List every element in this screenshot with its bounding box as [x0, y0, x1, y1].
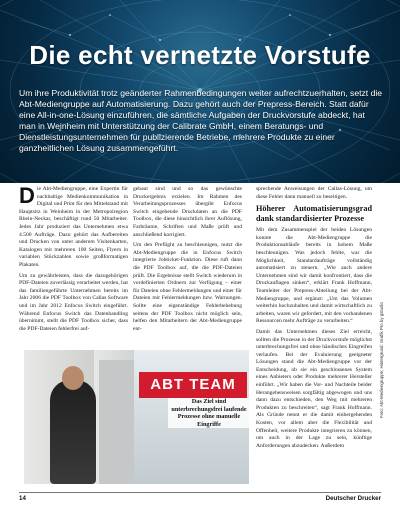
hero-banner: [0, 0, 400, 183]
body-paragraph: Um zu gewährleisten, dass die dazugehörigen PDF-Dateien zuverlässig verarbeitet werden, hat das familiengeführte Unternehmen bereits im Jahr 2006 die PDF Toolbox von Callas Software und im Jahr 2012 Enfocus Switch eingeführt. Während Enfocus Switch das Datenhandling übernimmt, stellt die PDF Toolbox sicher, dass die PDF-Dateien fehlerfrei auf-: [19, 272, 128, 332]
drop-cap: D: [19, 183, 35, 208]
body-paragraph: Um den Preflight zu beschleunigen, nutzt die Abt-Mediengruppe die in Enfocus Switch integrierte Jobticket-Funktion. Diese ruft dann die PDF Toolbox auf, die die PDF-Dateien prüft. Die Ergebnisse stellt Switch wiederum in vordefinierten Ordnern zur Verfügung – einer für Dateien ohne Fehlermeldungen und einer für Dateien mit Fehlermeldungen bzw. Warnungen. Sollte eine eigenständige Fehlerbehebung seitens der PDF Toolbox nicht möglich sein, helfen den Mitarbeitern der Abt-Mediengruppe ent-: [133, 242, 242, 332]
magazine-name: Deutscher Drucker: [325, 495, 381, 502]
footer-rule: [19, 492, 381, 493]
lead-paragraph: Um ihre Produktivität trotz geänderter Rahmenbedingungen weiter aufrechtzuerhalten, setzt die Abt-Mediengruppe auf Automatisierung. Dazu gehört auch der Prepress-Bereich. Statt dafür eine All-in-one-Lösung einzuführen, die sämtliche Aufgaben der Druckvorstufe abdeckt, hat man in Weinheim mit Unterstützung der Calibrate GmbH, einem Beratungs- und Dienstleistungsunternehmen für publizierende Betriebe, mehrere Produkte zu einer ganzheitlichen Lösung zusammengeführt.: [19, 88, 383, 153]
body-paragraph: ie Abt-Mediengruppe, eine Expertin für nachhaltige Medienkommunikation in Digital und Print für den Mittelstand mit Hauptsitz in Weinheim in der Metropolregion Rhein-Neckar, beschäftigt rund 50 Mitarbeiter. Jedes Jahr produziert das Unternehmen etwa 4.500 Aufträge. Dazu gehört das Aufbereiten und Drucken von unter anderem Visitenkarten, Katalogen mit mehreren 100 Seiten, Flyern in variablen Stückzahlen sowie großformatigen Plakaten.: [19, 186, 128, 268]
body-paragraph: gebaut sind und so das gewünschte Druckergebnis erzielen. Im Rahmen des Verarbeitungsprozesses übergibt Enfocus Switch eingehende Druckdaten an die PDF Toolbox, die diese hinsichtlich ihrer Auflösung, Farbräume, Schriften und Maße prüft und anschließend korrigiert.: [133, 186, 242, 238]
photo-person-head: [62, 366, 84, 390]
body-paragraph: Mit dem Zusammenspiel der beiden Lösungen konnte die Abt-Mediengruppe die Produktionsabläufe bereits in hohem Maße beschleunigen. Was jedoch fehlte, war die Möglichkeit, Standardaufträge vollständig automatisiert zu steuern. „Wie auch andere Unternehmen sind wir damit konfrontiert, dass die Druckauflagen sinken“, erklärt Frank Hoffmann, Teamleiter der Prepress-Abteilung bei der Abt-Mediengruppe, und ergänzt: „Um das Volumen weiterhin hochzuhalten und damit wirtschaftlich zu arbeiten, waren wir gefordert, mit den vorhandenen Ressourcen mehr Aufträge zu verarbeiten.“: [256, 227, 372, 325]
text-column-3: [256, 186, 372, 453]
body-paragraph: Damit das Unternehmen dieses Ziel erreicht, sollten die Prozesse in der Druckvorstufe möglichst unterbrechungsfrei und ohne händisches Eingreifen verlaufen. Bei der Evaluierung geeigneter Lösungen stand die Abt-Mediengruppe vor der Entscheidung, ob sie ein geschlossenes System eines Anbieters oder Produkte mehrerer Hersteller einführt. „Wir haben die Vor- und Nachteile beider Herangehensweisen sorgfältig abgewogen und uns dann dazu entschieden, den Weg mit mehreren Produkten zu beschreiten“, sagt Frank Hoffmann. Als Gründe nennt er die damit einhergehenden Kosten, vor allem aber die Flexibilität und Offenheit, weitere Produkte integrieren zu können, um auch in der Lage zu sein, künftige Anforderungen abzudecken. Außerdem: [256, 328, 372, 449]
photo-person: [50, 380, 96, 484]
photo-credit: Foto: Abt-Mediengruppe; Hintergrund: Grafik Pro by gstudio: [379, 302, 384, 418]
section-subhead: Höherer Automatisierungsgrad dank standardisierter Prozesse: [256, 204, 372, 223]
text-column-2: [133, 186, 242, 336]
photo-caption: Das Ziel sind unterbrechungsfrei laufende Prozesse ohne manuelle Eingriffe: [168, 398, 250, 428]
abt-team-sign: ABT TEAM: [139, 372, 247, 398]
text-column-1: [19, 183, 128, 336]
page-title: Die echt vernetzte Vorstufe: [29, 40, 371, 70]
body-paragraph: sprechende Anweisungen der Callas-Lösung, um diese Fehler dann manuell zu beseitigen.: [256, 186, 372, 200]
page-number: 14: [19, 495, 26, 502]
